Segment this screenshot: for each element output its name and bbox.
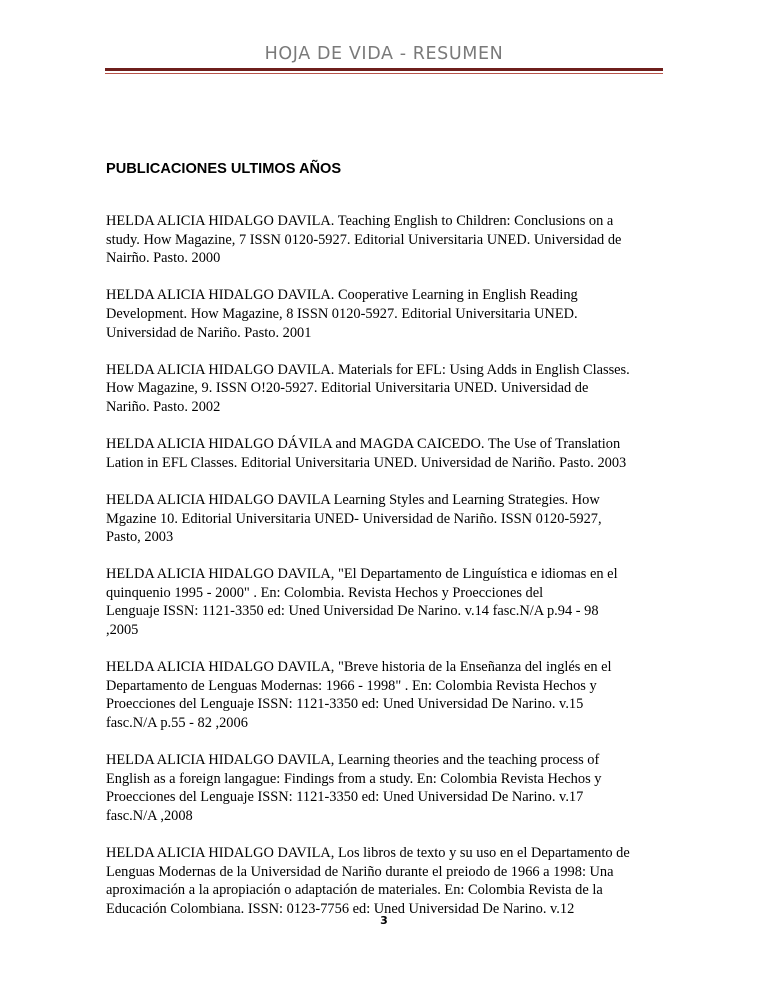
publication-entry: HELDA ALICIA HIDALGO DAVILA. Materials for EFL: Using Adds in English Classes. How Magazine, 9. ISSN O!20-5927. Editorial Universitaria UNED. Universidad de Nariño. Pasto. 2002 <box>106 361 630 415</box>
header-rule-thin <box>105 73 663 74</box>
publication-entry: HELDA ALICIA HIDALGO DAVILA, Los libros de texto y su uso en el Departamento de Lenguas Modernas de la Universidad de Nariño durante el preiodo de 1966 a 1998: Una aproximación a la apropiación o adaptación de materiales. En: Colombia Revista de la Educación Colombiana. ISSN: 0123-7756 ed: Uned Universidad De Narino. v.12 <box>106 845 630 917</box>
publication-entry: HELDA ALICIA HIDALGO DAVILA, Learning theories and the teaching process of English as a foreign langague: Findings from a study. En: Colombia Revista Hechos y Proecciones del Lenguaje ISSN: 1121-3350 ed: Uned Universidad De Narino. v.17 fasc.N/A ,2008 <box>106 752 602 824</box>
publication-entry: HELDA ALICIA HIDALGO DAVILA. Cooperative Learning in English Reading Development. How Magazine, 8 ISSN 0120-5927. Editorial Universitaria UNED. Universidad de Nariño. Pasto. 2001 <box>106 287 578 341</box>
publication-entry: HELDA ALICIA HIDALGO DAVILA Learning Styles and Learning Strategies. How Mgazine 10. Editorial Universitaria UNED- Universidad de Nariño. ISSN 0120-5927, Pasto, 2003 <box>106 491 602 546</box>
publication-entry: HELDA ALICIA HIDALGO DÁVILA and MAGDA CAICEDO. The Use of Translation Lation in EFL Classes. Editorial Universitaria UNED. Universidad de Nariño. Pasto. 2003 <box>106 436 627 471</box>
publication-entry: HELDA ALICIA HIDALGO DAVILA, "El Departamento de Linguística e idiomas en el quinquenio 1995 - 2000" . En: Colombia. Revista Hechos y Proecciones del Lenguaje ISSN: 1121-3350 ed: Uned Universidad De Narino. v.14 fasc.N/A p.94 - 98 ,2005 <box>106 566 618 639</box>
header-rule-thick <box>105 68 663 71</box>
publication-entry: HELDA ALICIA HIDALGO DAVILA. Teaching English to Children: Conclusions on a study. How Magazine, 7 ISSN 0120-5927. Editorial Universitaria UNED. Universidad de Nairño. Pasto. 2000 <box>106 213 622 267</box>
page-number: 3 <box>380 914 388 927</box>
section-heading: PUBLICACIONES ULTIMOS AÑOS <box>106 161 342 177</box>
publication-entry: HELDA ALICIA HIDALGO DAVILA, "Breve historia de la Enseñanza del inglés en el Departamento de Lenguas Modernas: 1966 - 1998" . En: Colombia Revista Hechos y Proecciones del Lenguaje ISSN: 1121-3350 ed: Uned Universidad De Narino. v.15 fasc.N/A p.55 - 82 ,2006 <box>106 659 612 732</box>
page-header-title: HOJA DE VIDA - RESUMEN <box>264 44 504 64</box>
publication-list <box>106 212 662 937</box>
